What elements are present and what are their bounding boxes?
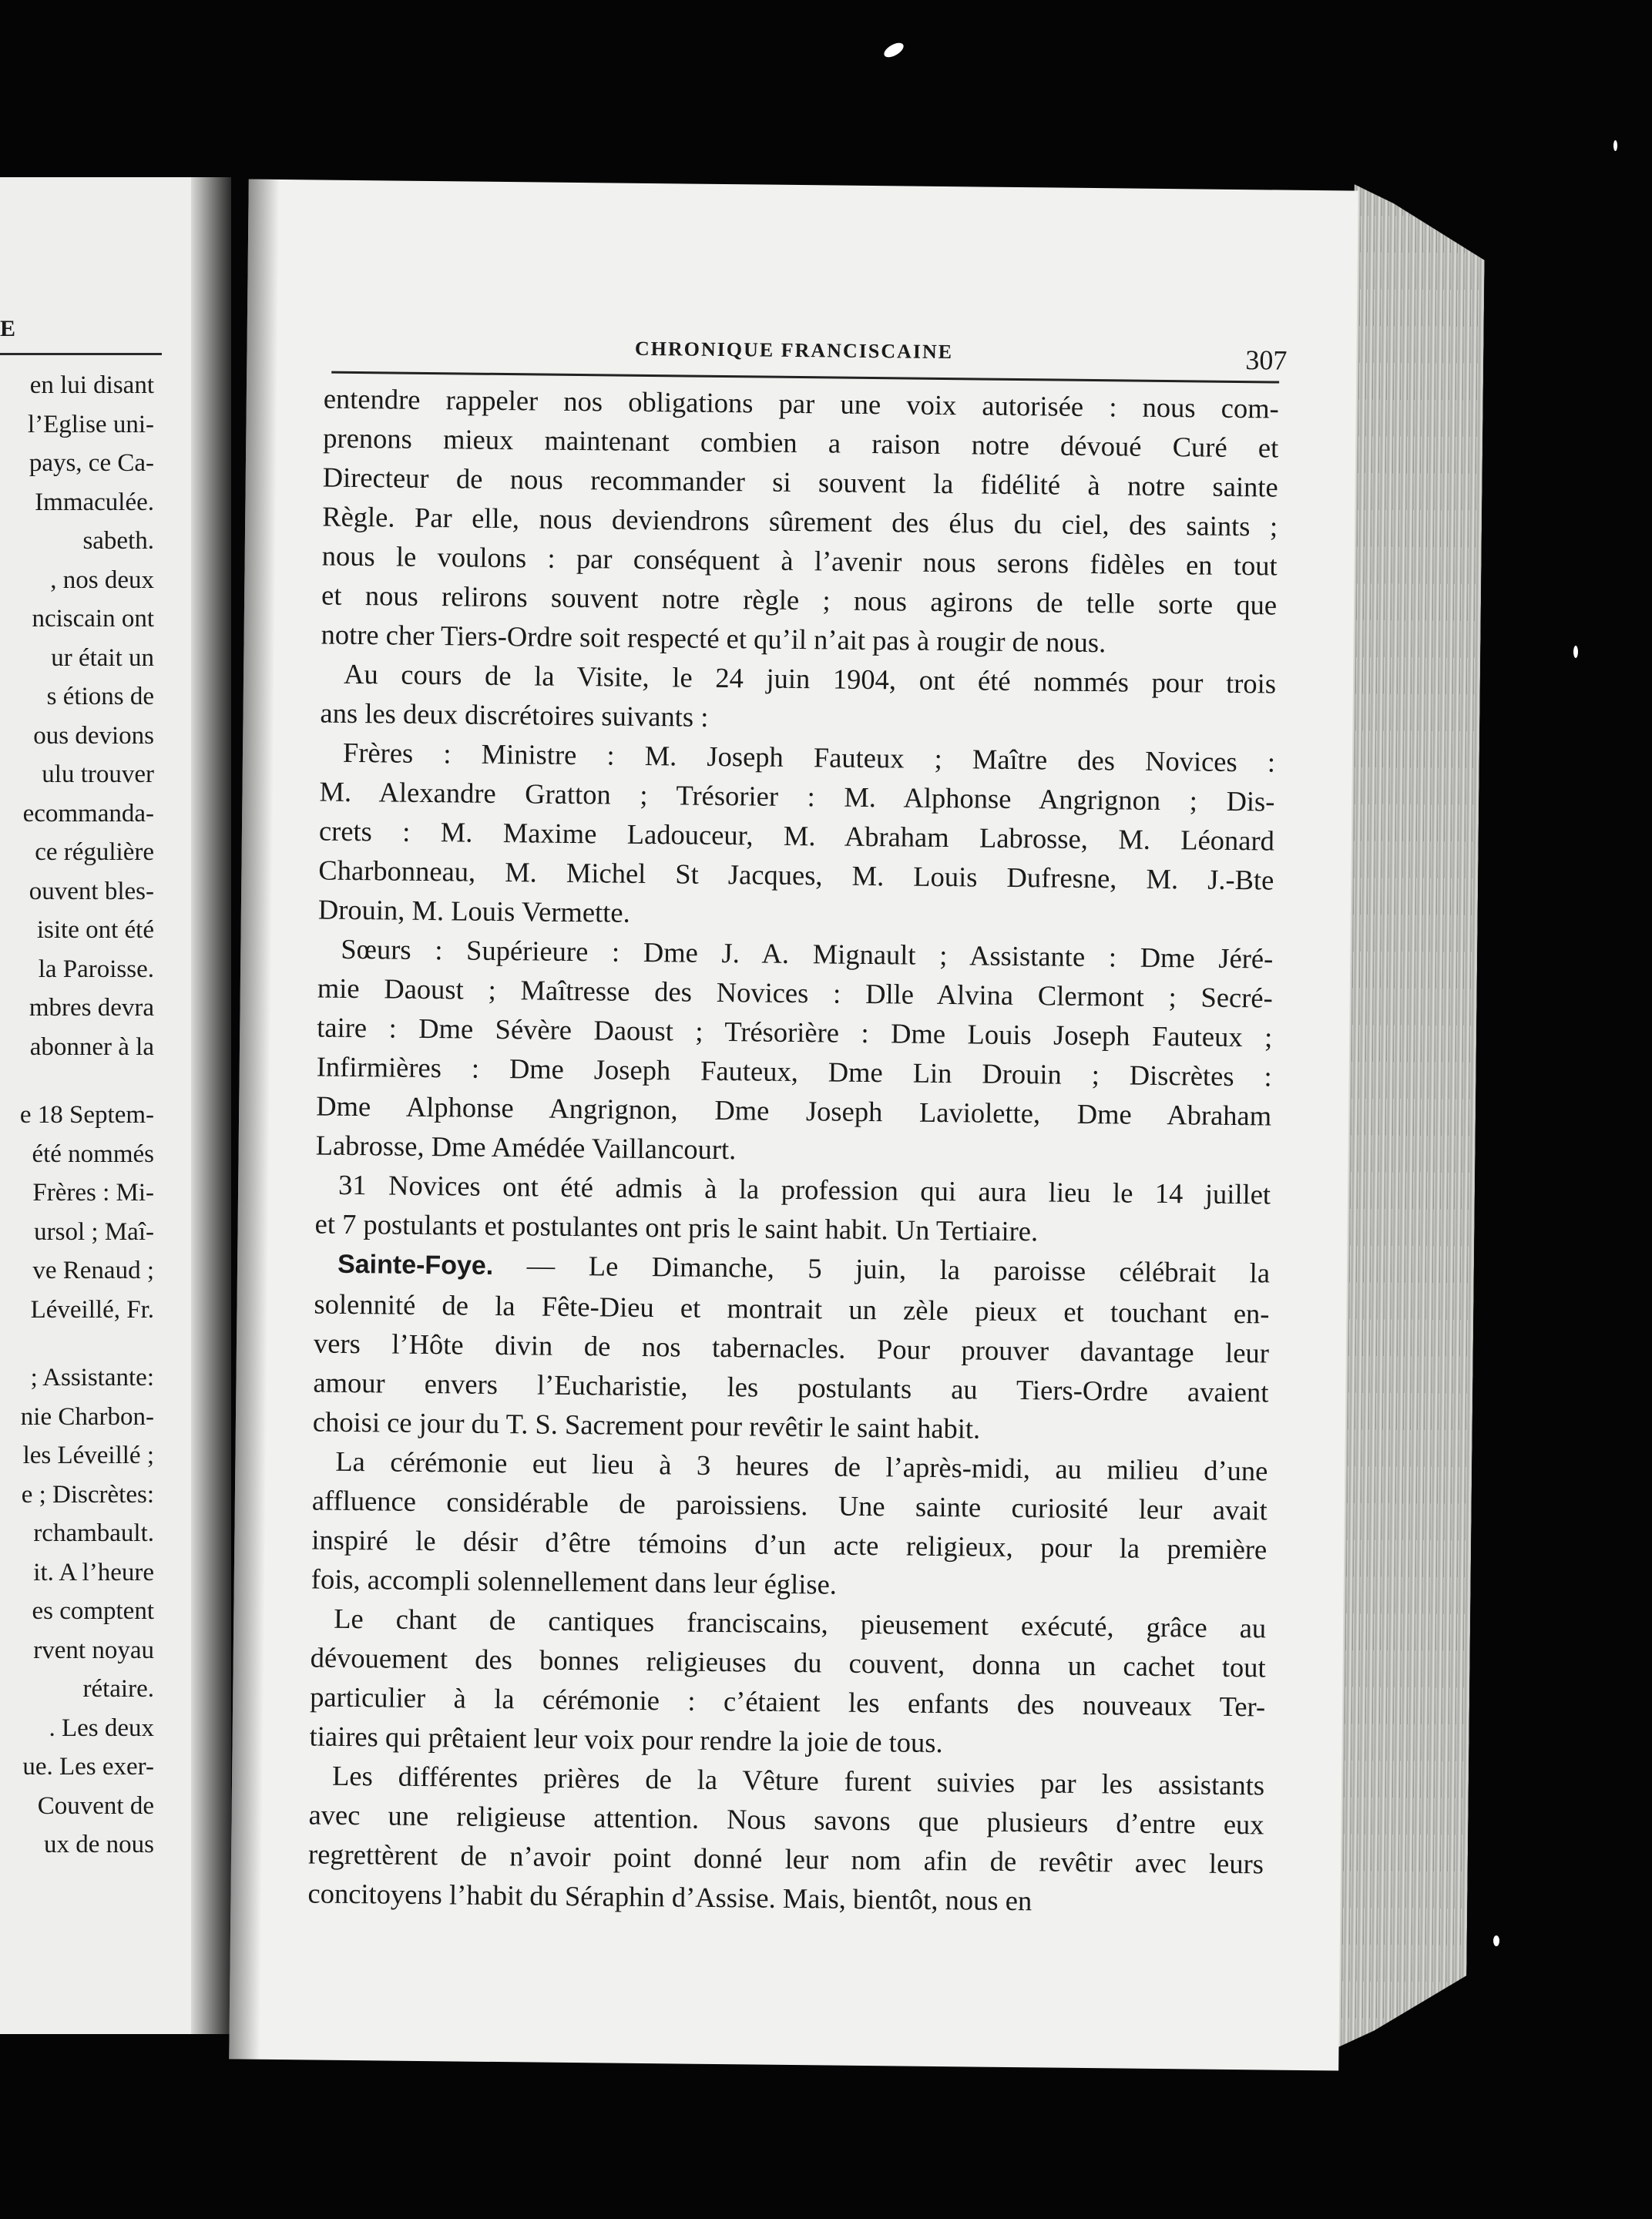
text-line: prenons mieux maintenant combien a raison notre dévoué Curé et: [323, 421, 1279, 464]
text-line: Infirmières : Dme Joseph Fauteux, Dme Lin Drouin ; Discrètes :: [316, 1050, 1272, 1093]
left-text-line: ; Assistante:: [30, 1364, 154, 1391]
left-text-line: ve Renaud ;: [32, 1257, 154, 1284]
text-line: Règle. Par elle, nous deviendrons sûrement des élus du ciel, des saints ;: [322, 500, 1278, 542]
text-line: et 7 postulants et postulantes ont pris le saint habit. Un Tertiaire.: [314, 1207, 1039, 1247]
left-text-line: ous devions: [33, 721, 154, 750]
left-running-head-fragment: E: [0, 316, 18, 341]
text-line: Frères : Ministre : M. Joseph Fauteux ; Maître des Novices :: [342, 736, 1276, 778]
left-text-line: ue. Les exer-: [22, 1753, 154, 1781]
text-line: taire : Dme Sévère Daoust ; Trésorière : Dme Louis Joseph Fauteux ;: [317, 1011, 1273, 1053]
page-edges: [1335, 184, 1485, 2050]
dust-speck: [1613, 140, 1617, 151]
left-text-line: . Les deux: [49, 1714, 154, 1742]
text-line: crets : M. Maxime Ladouceur, M. Abraham Labrosse, M. Léonard: [318, 814, 1275, 857]
left-text-line: l’Eglise uni-: [27, 410, 154, 438]
left-text-line: Couvent de: [37, 1791, 154, 1820]
left-text-line: sabeth.: [82, 527, 154, 555]
text-line: entendre rappeler nos obligations par une voix autorisée : nous com-: [323, 382, 1279, 425]
paragraph: [314, 1165, 1271, 1254]
text-line: Directeur de nous recommander si souvent la fidélité à notre sainte: [322, 461, 1278, 503]
text-line: Le chant de cantiques franciscains, pieusement exécuté, grâce au: [334, 1602, 1267, 1644]
left-text-line: e 18 Septem-: [19, 1101, 154, 1129]
left-text-line: été nommés: [32, 1140, 154, 1168]
text-line: vers l’Hôte divin de nos tabernacles. Pour prouver davantage leur: [313, 1327, 1270, 1369]
left-text-line: rvent noyau: [33, 1636, 154, 1664]
text-line-content: — Le Dimanche, 5 juin, la paroisse célébrait la: [493, 1248, 1271, 1289]
left-text-line: ur était un: [51, 643, 154, 672]
left-paragraph-gap: [20, 1329, 154, 1358]
left-text-line: en lui disant: [29, 371, 154, 399]
text-line: Dme Alphonse Angrignon, Dme Joseph Laviolette, Dme Abraham: [316, 1089, 1272, 1132]
running-head: [331, 334, 1288, 376]
text-line: ans les deux discrétoires suivants :: [320, 697, 709, 733]
text-line: particulier à la cérémonie : c’étaient les enfants des nouveaux Ter-: [309, 1680, 1266, 1723]
left-text-line: ux de nous: [44, 1831, 154, 1858]
left-text-line: e ; Discrètes:: [21, 1480, 154, 1509]
paragraph: [321, 379, 1279, 664]
left-text-line: ce régulière: [35, 838, 154, 866]
left-text-line: nciscain ont: [32, 605, 154, 633]
text-line: Les différentes prières de la Vêture furent suivies par les assistants: [331, 1759, 1265, 1801]
text-line: affluence considérable de paroissiens. Une sainte curiosité leur avait: [311, 1484, 1268, 1526]
dust-speck: [1493, 1935, 1499, 1946]
running-head-title: CHRONIQUE FRANCISCAINE: [634, 337, 954, 364]
left-page-text: [20, 366, 154, 1865]
text-line: inspiré le désir d’être témoins d’un acte religieux, pour la première: [311, 1523, 1268, 1566]
text-line: 31 Novices ont été admis à la profession qui aura lieu le 14 juillet: [337, 1168, 1271, 1210]
text-line: Labrosse, Dme Amédée Vaillancourt.: [315, 1129, 737, 1166]
dust-speck: [1573, 646, 1578, 658]
left-text-line: la Paroisse.: [38, 955, 154, 983]
text-line: Drouin, M. Louis Vermette.: [317, 893, 630, 928]
left-text-line: , nos deux: [50, 566, 154, 594]
left-text-line: Léveillé, Fr.: [30, 1295, 154, 1324]
text-line: Charbonneau, M. Michel St Jacques, M. Louis Dufresne, M. J.-Bte: [318, 854, 1274, 896]
paragraph: [318, 733, 1276, 939]
text-line: nous le voulons : par conséquent à l’avenir nous serons fidèles en tout: [321, 539, 1278, 582]
text-line: concitoyens l’habit du Séraphin d’Assise. Mais, bientôt, nous en: [307, 1877, 1032, 1917]
paragraph: [311, 1441, 1268, 1608]
left-text-line: s étions de: [46, 683, 154, 710]
left-text-line: abonner à la: [29, 1032, 154, 1061]
left-text-line: nie Charbon-: [20, 1402, 154, 1431]
left-text-line: rchambault.: [33, 1519, 154, 1547]
text-line: et nous relirons souvent notre règle ; nous agirons de telle sorte que: [321, 579, 1278, 621]
left-page: [0, 177, 208, 2034]
paragraph: [307, 1755, 1264, 1922]
left-paragraph-gap: [20, 1066, 154, 1096]
left-text-line: it. A l’heure: [33, 1558, 154, 1586]
left-text-line: mbres devra: [29, 994, 154, 1022]
paragraph: [315, 929, 1273, 1175]
text-line: solennité de la Fête-Dieu et montrait un zèle pieux et touchant en-: [314, 1287, 1270, 1330]
left-text-line: es comptent: [32, 1597, 154, 1625]
place-heading: Sainte-Foye.: [337, 1249, 494, 1281]
text-line: mie Daoust ; Maîtresse des Novices : Dlle Alvina Clermont ; Secré-: [317, 972, 1273, 1014]
text-line: amour envers l’Eucharistie, les postulants au Tiers-Ordre avaient: [313, 1366, 1269, 1408]
text-line: La cérémonie eut lieu à 3 heures de l’après-midi, au milieu d’une: [335, 1445, 1268, 1487]
left-text-line: ulu trouver: [42, 760, 154, 788]
text-line: fois, accompli solennellement dans leur église.: [311, 1563, 838, 1600]
left-text-line: les Léveillé ;: [22, 1442, 154, 1469]
left-text-line: isite ont été: [36, 916, 154, 944]
left-text-line: pays, ce Ca-: [29, 449, 154, 477]
dust-speck: [881, 40, 905, 60]
left-text-line: Frères : Mi-: [32, 1179, 154, 1207]
text-line: notre cher Tiers-Ordre soit respecté et qu’il n’ait pas à rougir de nous.: [321, 618, 1106, 659]
body-text: [307, 379, 1279, 1923]
left-text-line: ursol ; Maî-: [34, 1217, 154, 1246]
text-line: avec une religieuse attention. Nous savons que plusieurs d’entre eux: [308, 1798, 1264, 1841]
right-page: [229, 180, 1358, 2071]
paragraph: [313, 1243, 1271, 1451]
text-line: regrettèrent de n’avoir point donné leur nom afin de revêtir avec leurs: [307, 1838, 1264, 1880]
gutter-shadow: [229, 180, 280, 2060]
left-head-rule: [0, 353, 162, 355]
text-line: choisi ce jour du T. S. Sacrement pour revêtir le saint habit.: [312, 1405, 981, 1445]
text-line: tiaires qui prêtaient leur voix pour rendre la joie de tous.: [309, 1720, 943, 1759]
text-line: M. Alexandre Gratton ; Trésorier : M. Alphonse Angrignon ; Dis-: [319, 775, 1275, 817]
book-gutter: [191, 177, 231, 2034]
paragraph: [320, 654, 1276, 743]
text-line: Au cours de la Visite, le 24 juin 1904, ont été nommés pour trois: [343, 657, 1277, 700]
left-text-line: rétaire.: [82, 1675, 154, 1703]
page-number: 307: [1245, 344, 1288, 376]
text-line: Sœurs : Supérieure : Dme J. A. Mignault ; Assistante : Dme Jéré-: [341, 932, 1274, 975]
left-text-line: Immaculée.: [35, 488, 154, 516]
left-text-line: ecommanda-: [22, 799, 154, 828]
paragraph: [309, 1598, 1266, 1765]
left-text-line: ouvent bles-: [29, 877, 154, 905]
text-line: dévouement des bonnes religieuses du couvent, donna un cachet tout: [310, 1641, 1266, 1684]
